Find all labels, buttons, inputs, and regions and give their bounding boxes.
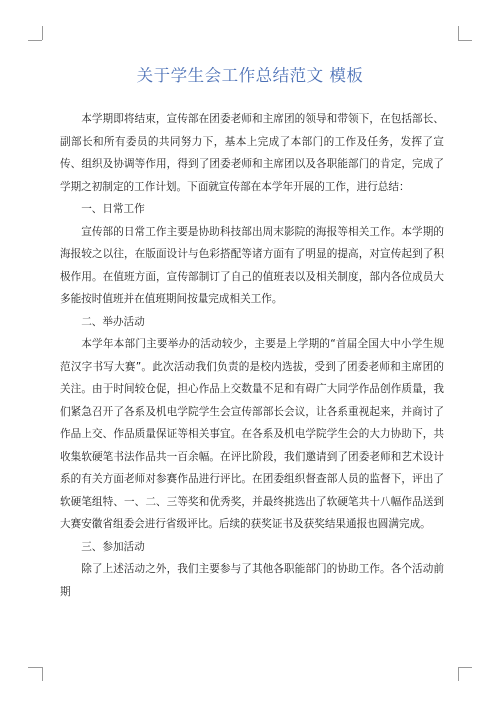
section-heading-events-held: 二、举办活动 <box>81 315 145 328</box>
crop-mark-top-left-h <box>28 40 42 41</box>
crop-mark-bottom-left-h <box>28 667 42 668</box>
section-paragraph-daily-work: 宣传部的日常工作主要是协助科技部出周末影院的海报等相关工作。本学期的海报较之以往，在版面设计与色彩搭配等诸方面有了明显的提高，对宣传起到了积极作用。在值班方面，宣传部制订了自己的值班表以及相关制度，部内各位成员大多能按时值班并在值班期间按量完成相关工作。 <box>60 225 444 305</box>
crop-mark-top-right-v <box>458 26 459 40</box>
section-paragraph-events-held: 本学年本部门主要举办的活动较少，主要是上学期的“首届全国大中小学生规范汉字书写大赛”。此次活动我们负责的是校内选拔，受到了团委老师和主席团的关注。由于时间较仓促，担心作品上交数量不足和有碍广大同学作品创作质量，我们紧急召开了各系及机电学院学生会宣传部部长会议，让各系重视起来，并商讨了作品上交、作品质量保证等相关事宜。在各系及机电学院学生会的大力协助下，共收集软硬笔书法作品共一百余幅。在评比阶段，我们邀请到了团委老师和艺术设计系的有关方面老师对参赛作品进行评比。在团委组织督查部人员的监督下，评出了软硬笔组特、一、二、三等奖和优秀奖，并最终挑选出了软硬笔共十八幅作品送到大赛安徽省组委会进行省级评比。后续的获奖证书及获奖结果通报也圆满完成。 <box>60 338 444 530</box>
crop-mark-bottom-right-v <box>458 667 459 681</box>
document-body <box>60 108 444 603</box>
crop-mark-bottom-right-h <box>458 667 472 668</box>
intro-paragraph: 本学期即将结束，宣传部在团委老师和主席团的领导和带领下，在包括部长、副部长和所有委员的共同努力下，基本上完成了本部门的工作及任务，发挥了宣传、组织及协调等作用，得到了团委老师和主席团以及各职能部门的肯定，完成了学期之初制定的工作计划。下面就宣传部在本学年开展的工作，进行总结： <box>60 113 444 193</box>
section-paragraph-events-joined: 除了上述活动之外，我们主要参与了其他各职能部门的协助工作。各个活动前期 <box>60 563 444 598</box>
document-title: 关于学生会工作总结范文 模板 <box>136 66 364 85</box>
crop-mark-top-left-v <box>42 26 43 40</box>
section-heading-events-joined: 三、参加活动 <box>81 540 145 553</box>
section-heading-daily-work: 一、日常工作 <box>81 203 145 215</box>
crop-mark-bottom-left-v <box>42 667 43 681</box>
crop-mark-top-right-h <box>458 40 472 41</box>
